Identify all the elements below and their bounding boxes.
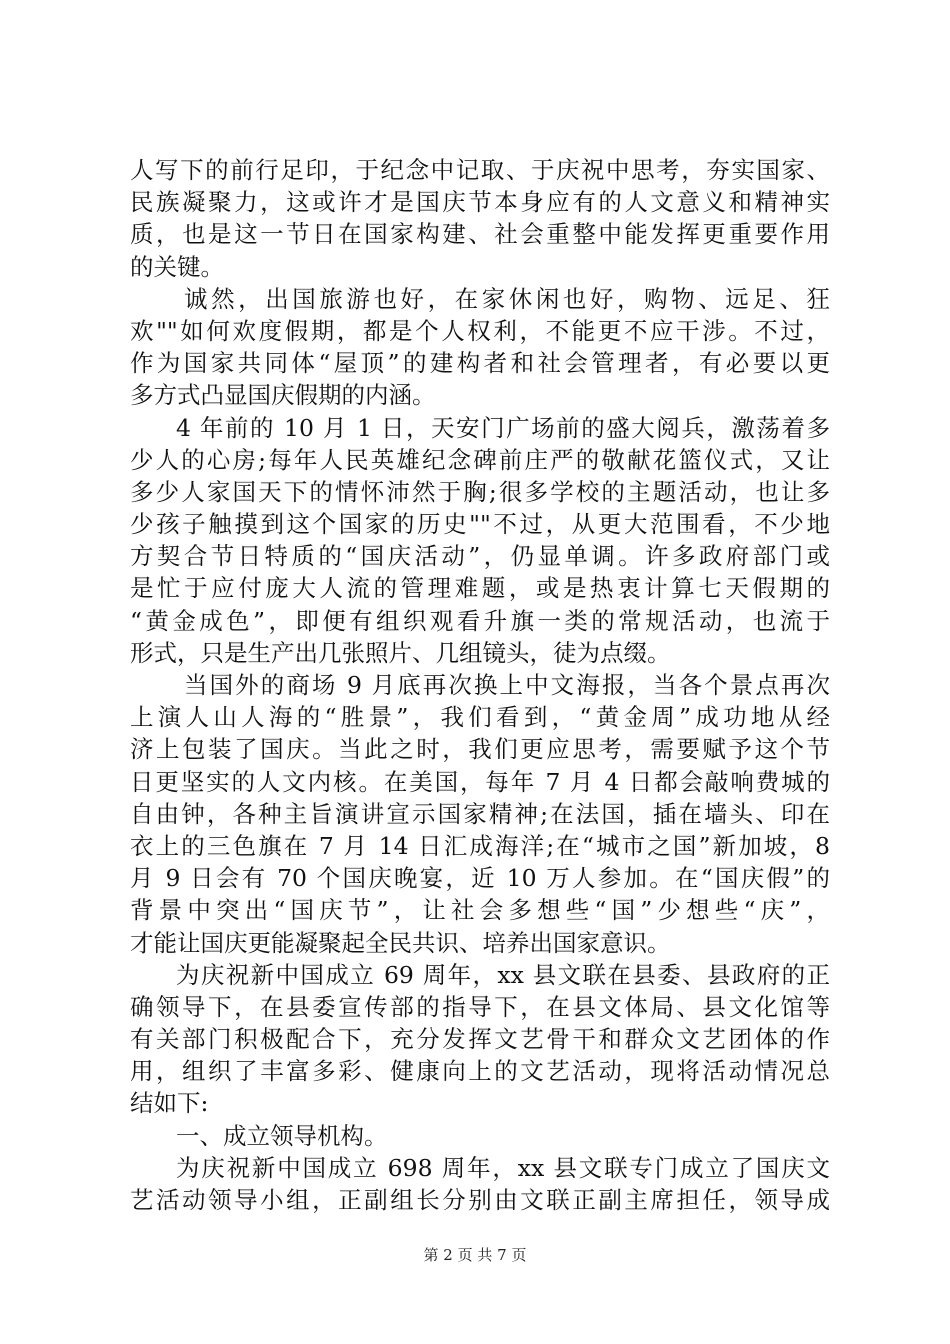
text-line: 上演人山人海的“胜景”，我们看到，“黄金周”成功地从经 xyxy=(130,703,830,732)
text-line: 多少人家国天下的情怀沛然于胸;很多学校的主题活动，也让多 xyxy=(130,477,830,506)
text-line: 确领导下，在县委宣传部的指导下，在县文体局、县文化馆等 xyxy=(130,992,830,1021)
text-line: 的关键。 xyxy=(130,252,224,281)
text-line: 才能让国庆更能凝聚起全民共识、培养出国家意识。 xyxy=(130,928,671,957)
document-body xyxy=(130,154,830,1216)
paragraph-first-line: 为庆祝新中国成立 698 周年，xx 县文联专门成立了国庆文 xyxy=(176,1153,830,1182)
text-line: 欢""如何欢度假期，都是个人权利，不能更不应干涉。不过， xyxy=(130,316,830,345)
text-line: 用，组织了丰富多彩、健康向上的文艺活动，现将活动情况总 xyxy=(130,1057,830,1086)
text-line: 背景中突出“国庆节”，让社会多想些“国”少想些“庆”， xyxy=(130,896,830,925)
text-line: 少人的心房;每年人民英雄纪念碑前庄严的敬献花篮仪式，又让 xyxy=(130,445,830,474)
text-line: 少孩子触摸到这个国家的历史""不过，从更大范围看，不少地 xyxy=(130,510,830,539)
text-line: 艺活动领导小组，正副组长分别由文联正副主席担任，领导成 xyxy=(130,1186,830,1214)
text-line: 作为国家共同体“屋顶”的建构者和社会管理者，有必要以更 xyxy=(130,349,830,378)
text-line: 结如下: xyxy=(130,1089,209,1118)
text-line: 日更坚实的人文内核。在美国，每年 7 月 4 日都会敲响费城的 xyxy=(130,767,830,796)
text-line: 方契合节日特质的“国庆活动”，仍显单调。许多政府部门或 xyxy=(130,542,830,571)
text-line: 人写下的前行足印，于纪念中记取、于庆祝中思考，夯实国家、 xyxy=(130,156,830,184)
text-line: 自由钟，各种主旨演讲宣示国家精神;在法国，插在墙头、印在 xyxy=(130,799,830,828)
text-line: 多方式凸显国庆假期的内涵。 xyxy=(130,381,436,410)
text-line: 济上包装了国庆。当此之时，我们更应思考，需要赋予这个节 xyxy=(130,735,830,764)
text-line: 月 9 日会有 70 个国庆晚宴，近 10 万人参加。在“国庆假”的 xyxy=(130,864,830,893)
paragraph-first-line: 诚然，出国旅游也好，在家休闲也好，购物、远足、狂 xyxy=(184,284,830,313)
paragraph-first-line: 4 年前的 10 月 1 日，天安门广场前的盛大阅兵，激荡着多 xyxy=(176,413,830,442)
text-line: 民族凝聚力，这或许才是国庆节本身应有的人文意义和精神实 xyxy=(130,188,830,217)
paragraph-first-line: 当国外的商场 9 月底再次换上中文海报，当各个景点再次 xyxy=(184,671,830,699)
text-line: “黄金成色”，即便有组织观看升旗一类的常规活动，也流于 xyxy=(130,606,830,635)
paragraph-first-line: 为庆祝新中国成立 69 周年，xx 县文联在县委、县政府的正 xyxy=(176,960,830,989)
text-line: 质，也是这一节日在国家构建、社会重整中能发挥更重要作用 xyxy=(130,220,830,249)
text-line: 是忙于应付庞大人流的管理难题，或是热衷计算七天假期的 xyxy=(130,574,830,603)
section-heading: 一、成立领导机构。 xyxy=(176,1121,388,1150)
text-line: 有关部门积极配合下，充分发挥文艺骨干和群众文艺团体的作 xyxy=(130,1025,830,1054)
page-number-footer: 第 2 页 共 7 页 xyxy=(423,1246,527,1264)
text-line: 形式，只是生产出几张照片、几组镜头，徒为点缀。 xyxy=(130,638,671,667)
text-line: 衣上的三色旗在 7 月 14 日汇成海洋;在“城市之国”新加坡，8 xyxy=(130,831,830,860)
